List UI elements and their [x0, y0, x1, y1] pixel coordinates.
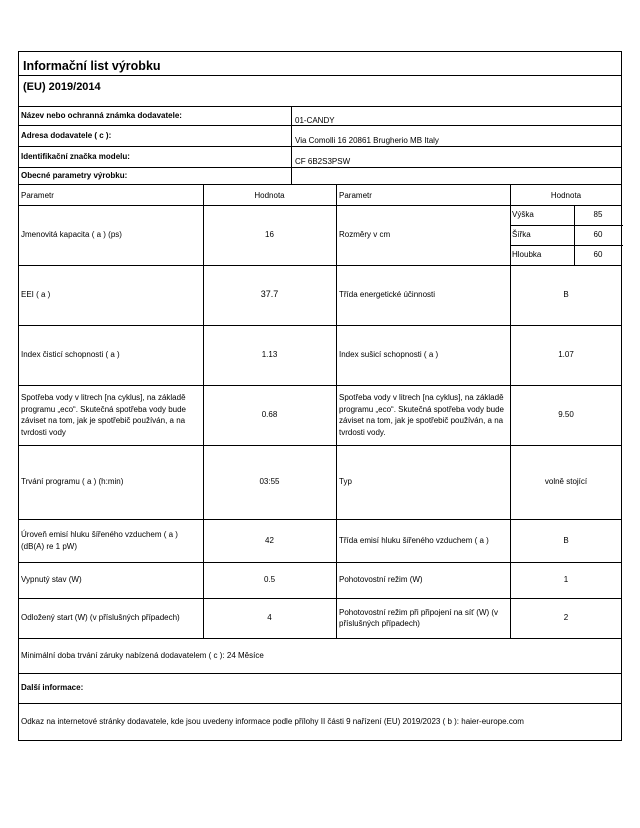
right-value-3: 1.07: [558, 350, 574, 360]
dimension-height-value: 85: [593, 210, 603, 220]
left-param-2: EEI ( a ): [21, 290, 51, 300]
left-param-3: Index čisticí schopnosti ( a ): [21, 350, 120, 360]
header-parameter-left: Parametr: [21, 191, 54, 200]
left-value-2: 37.7: [260, 289, 279, 300]
sheet-title: Informační list výrobku: [23, 59, 161, 73]
right-value-4: 9.50: [558, 410, 574, 420]
right-param-1: Rozměry v cm: [339, 230, 391, 240]
regulation-label: (EU) 2019/2014: [23, 81, 101, 93]
left-param-8: Odložený start (W) (v příslušných případech): [21, 613, 180, 623]
header-value-right: Hodnota: [550, 191, 582, 200]
right-value-7: 1: [563, 575, 569, 585]
supplier-name-value: 01-CANDY: [295, 116, 335, 125]
right-param-5: Typ: [339, 477, 352, 487]
left-value-8: 4: [267, 613, 272, 623]
right-param-7: Pohotovostní režim (W): [339, 575, 423, 585]
product-information-sheet: [18, 51, 622, 741]
right-param-6: Třída emisí hluku šířeného vzduchem ( a ): [339, 535, 489, 545]
right-value-6: B: [563, 535, 569, 545]
left-param-5: Trvání programu ( a ) (h:min): [21, 477, 124, 487]
left-value-4: 0.68: [261, 410, 278, 420]
dimension-width-label: Šířka: [512, 230, 531, 240]
left-param-1: Jmenovitá kapacita ( a ) (ps): [21, 230, 122, 240]
supplier-address-label: Adresa dodavatele ( c ):: [21, 131, 112, 140]
left-param-6: Úroveň emisí hluku šířeného vzduchem ( a ) (dB(A) re 1 pW): [21, 530, 178, 551]
right-param-8: Pohotovostní režim při připojení na síť (W) (v příslušných případech): [339, 607, 499, 628]
header-value-left: Hodnota: [254, 191, 285, 200]
general-parameters-label: Obecné parametry výrobku:: [21, 171, 128, 180]
left-value-3: 1.13: [261, 350, 278, 360]
left-value-6: 42: [265, 535, 274, 545]
supplier-website-text: Odkaz na internetové stránky dodavatele, kde jsou uvedeny informace podle přílohy II části 9 nařízení (EU) 2019/2023 ( b ): haier-europe.com: [21, 716, 524, 726]
header-parameter-right: Parametr: [339, 191, 372, 200]
right-value-2: B: [563, 290, 569, 300]
left-value-7: 0.5: [263, 575, 276, 585]
dimension-depth-label: Hloubka: [512, 250, 542, 260]
supplier-name-label: Název nebo ochranná známka dodavatele:: [21, 111, 182, 120]
left-value-5: 03:55: [259, 477, 280, 487]
additional-info-label: Další informace:: [21, 683, 84, 693]
right-value-8: 2: [563, 613, 569, 623]
supplier-address-value: Via Comolli 16 20861 Brugherio MB Italy: [295, 136, 439, 145]
left-param-4: Spotřeba vody v litrech [na cyklus], na základě programu „eco“. Skutečná spotřeba vody bude záviset na tom, jak je spotřebič používán, a na tvrdosti vody: [21, 393, 186, 437]
model-value: CF 6B2S3PSW: [295, 157, 351, 166]
left-param-7: Vypnutý stav (W): [21, 575, 82, 585]
dimension-depth-value: 60: [593, 250, 603, 260]
right-param-2: Třída energetické účinnosti: [339, 290, 436, 300]
left-value-1: 16: [265, 230, 274, 240]
dimension-height-label: Výška: [512, 210, 534, 220]
warranty-text: Minimální doba trvání záruky nabízená dodavatelem ( c ): 24 Měsíce: [21, 650, 264, 660]
right-value-5: volně stojící: [544, 477, 588, 487]
model-label: Identifikační značka modelu:: [21, 152, 130, 161]
dimension-width-value: 60: [593, 230, 603, 240]
right-param-3: Index sušicí schopnosti ( a ): [339, 350, 439, 360]
right-param-4: Spotřeba vody v litrech [na cyklus], na základě programu „eco“. Skutečná spotřeba vody bude záviset na tom, jak je spotřebič používán, a na tvrdosti vody.: [339, 393, 504, 437]
